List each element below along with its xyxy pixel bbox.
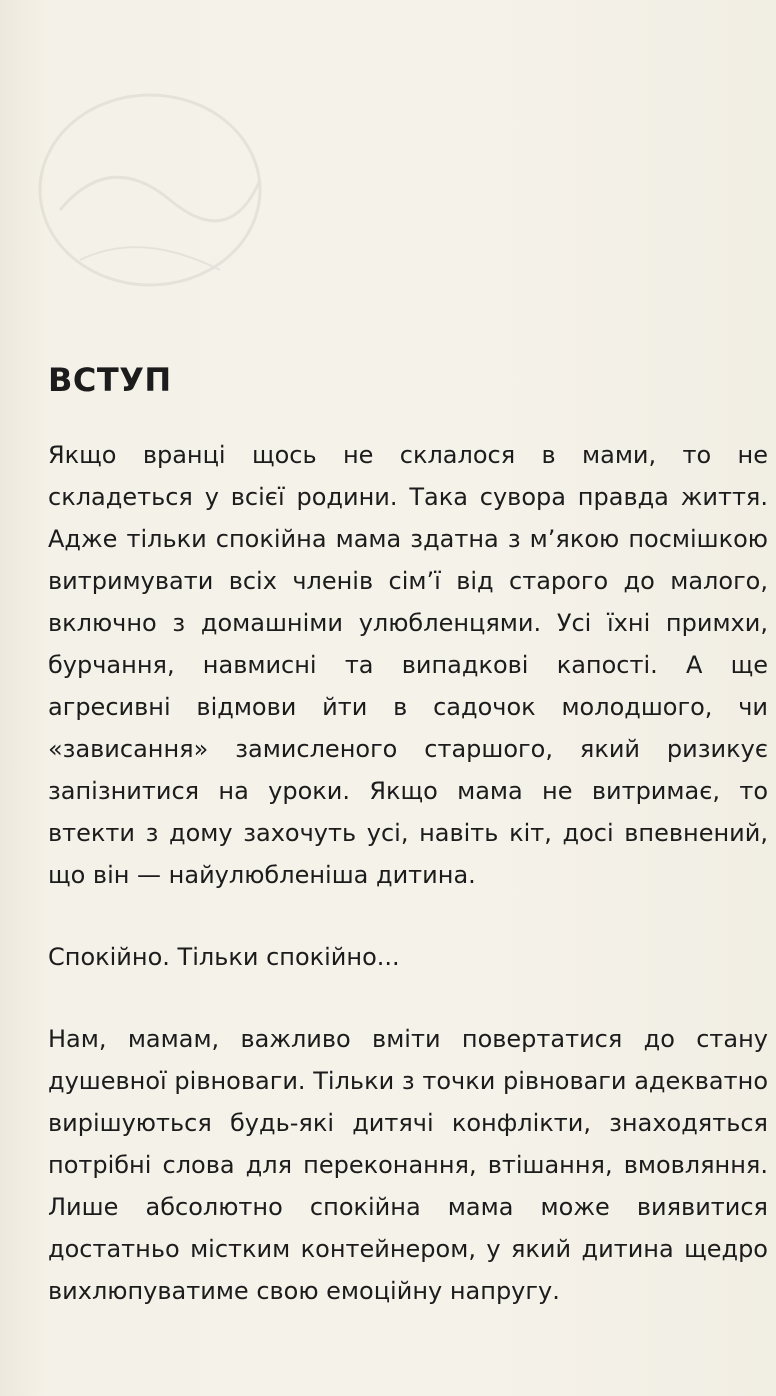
show-through-illustration	[20, 60, 280, 320]
paragraph-intro: Якщо вранці щось не склалося в мами, то не складеться у всієї родини. Така сувора правда життя. Адже тільки спокійна мама здатна з м’якою посмішкою витримувати всіх членів сім’ї від старого до малого, включно з домашніми улюбленцями. Усі їхні примхи, бурчання, навмисні та випадкові капості. А ще агресивні відмови йти в садочок молодшого, чи «зависання» замисленого старшого, який ризикує запізнитися на уроки. Якщо мама не витримає, то втекти з дому захочуть усі, навіть кіт, досі впевнений, що він — найулюбленіша дитина.	[48, 441, 768, 889]
chapter-heading: ВСТУП	[48, 361, 172, 399]
paragraph-balance: Нам, мамам, важливо вміти повертатися до стану душевної рівноваги. Тільки з точки рівноваги адекватно вирішуються будь-які дитячі конфлікти, знаходяться потрібні слова для переконання, втішання, вмовляння. Лише абсолютно спокійна мама може виявитися достатньо містким контейнером, у який дитина щедро вихлюпуватиме свою емоційну напругу.	[48, 1025, 768, 1305]
text-column	[48, 350, 768, 1312]
paragraph-calm: Спокійно. Тільки спокійно...	[48, 943, 400, 971]
